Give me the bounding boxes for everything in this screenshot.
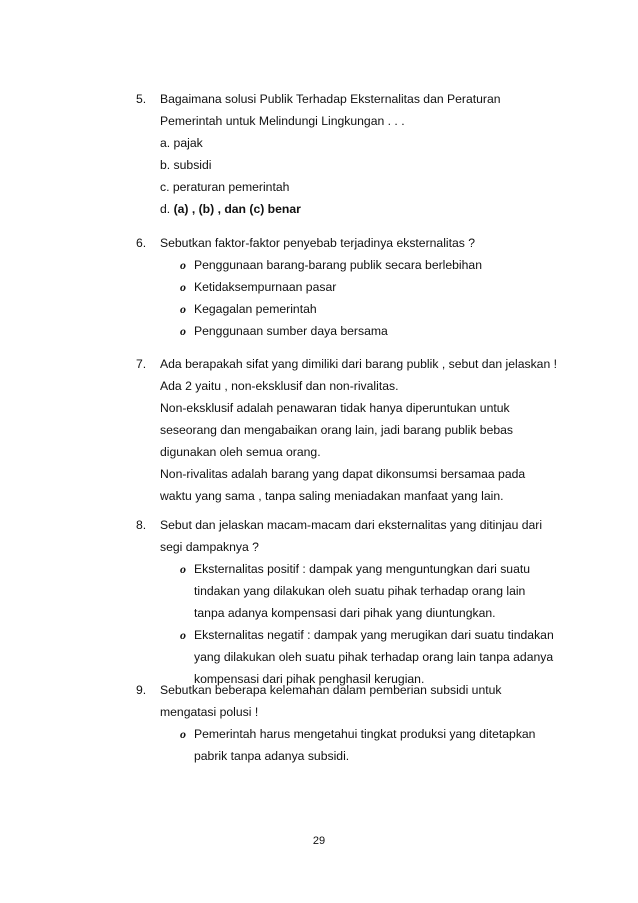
question-8 <box>136 514 576 690</box>
option-d-answer: (a) , (b) , dan (c) benar <box>173 202 301 216</box>
question-5 <box>136 88 576 220</box>
question-7 <box>136 353 576 507</box>
list-item <box>136 320 576 342</box>
list-item-continuation: tindakan yang dilakukan oleh suatu pihak terhadap orang lain <box>194 584 526 598</box>
list-item <box>136 276 576 298</box>
question-text: Bagaimana solusi Publik Terhadap Eksternalitas dan Peraturan <box>160 92 501 106</box>
answer-line: digunakan oleh semua orang. <box>160 445 321 459</box>
answer-line: Ada 2 yaitu , non-eksklusif dan non-rivalitas. <box>160 379 399 393</box>
list-item-text: Penggunaan sumber daya bersama <box>194 324 388 338</box>
list-item-text: Kegagalan pemerintah <box>194 302 317 316</box>
list-item-text: Pemerintah harus mengetahui tingkat produksi yang ditetapkan <box>194 727 536 741</box>
list-item <box>136 254 576 276</box>
question-number: 5. <box>136 92 147 106</box>
bullet-icon: o <box>180 280 186 294</box>
list-item <box>136 624 576 646</box>
bullet-icon: o <box>180 727 186 741</box>
question-9 <box>136 679 576 767</box>
option-c: c. peraturan pemerintah <box>160 180 290 194</box>
option-d-prefix: d. <box>160 202 174 216</box>
list-item <box>136 298 576 320</box>
question-text: segi dampaknya ? <box>160 540 259 554</box>
q9-line <box>136 679 576 701</box>
answer-line: Non-rivalitas adalah barang yang dapat dikonsumsi bersamaa pada <box>160 467 526 481</box>
answer-line: Non-eksklusif adalah penawaran tidak hanya diperuntukan untuk <box>160 401 510 415</box>
question-text: Sebutkan faktor-faktor penyebab terjadinya eksternalitas ? <box>160 236 476 250</box>
bullet-icon: o <box>180 324 186 338</box>
q8-line <box>136 514 576 536</box>
question-text: Ada berapakah sifat yang dimiliki dari barang publik , sebut dan jelaskan ! <box>160 357 558 371</box>
bullet-icon: o <box>180 302 186 316</box>
list-item <box>136 723 576 745</box>
question-text: Pemerintah untuk Melindungi Lingkungan . . . <box>160 114 405 128</box>
question-number: 9. <box>136 683 147 697</box>
question-text: Sebutkan beberapa kelemahan dalam pemberian subsidi untuk <box>160 683 502 697</box>
question-number: 7. <box>136 357 147 371</box>
option-a: a. pajak <box>160 136 203 150</box>
question-6 <box>136 232 576 342</box>
option-d <box>136 198 576 220</box>
option-b: b. subsidi <box>160 158 212 172</box>
list-item-continuation: kompensasi dari pihak penghasil kerugian. <box>194 672 425 686</box>
answer-line: waktu yang sama , tanpa saling meniadakan manfaat yang lain. <box>160 489 504 503</box>
question-number: 6. <box>136 236 147 250</box>
bullet-icon: o <box>180 628 186 642</box>
list-item-text: Eksternalitas positif : dampak yang menguntungkan dari suatu <box>194 562 531 576</box>
q6-line <box>136 232 576 254</box>
question-number: 8. <box>136 518 147 532</box>
q5-line <box>136 88 576 110</box>
list-item-continuation: yang dilakukan oleh suatu pihak terhadap orang lain tanpa adanya <box>194 650 554 664</box>
answer-line: seseorang dan mengabaikan orang lain, jadi barang publik bebas <box>160 423 514 437</box>
bullet-icon: o <box>180 258 186 272</box>
list-item-continuation: pabrik tanpa adanya subsidi. <box>194 749 350 763</box>
question-text: Sebut dan jelaskan macam-macam dari eksternalitas yang ditinjau dari <box>160 518 543 532</box>
question-text: mengatasi polusi ! <box>160 705 259 719</box>
page-number: 29 <box>312 835 326 847</box>
list-item-text: Penggunaan barang-barang publik secara berlebihan <box>194 258 482 272</box>
list-item-continuation: tanpa adanya kompensasi dari pihak yang diuntungkan. <box>194 606 496 620</box>
list-item-text: Ketidaksempurnaan pasar <box>194 280 337 294</box>
list-item <box>136 558 576 580</box>
list-item-text: Eksternalitas negatif : dampak yang merugikan dari suatu tindakan <box>194 628 554 642</box>
bullet-icon: o <box>180 562 186 576</box>
q7-line <box>136 353 576 375</box>
